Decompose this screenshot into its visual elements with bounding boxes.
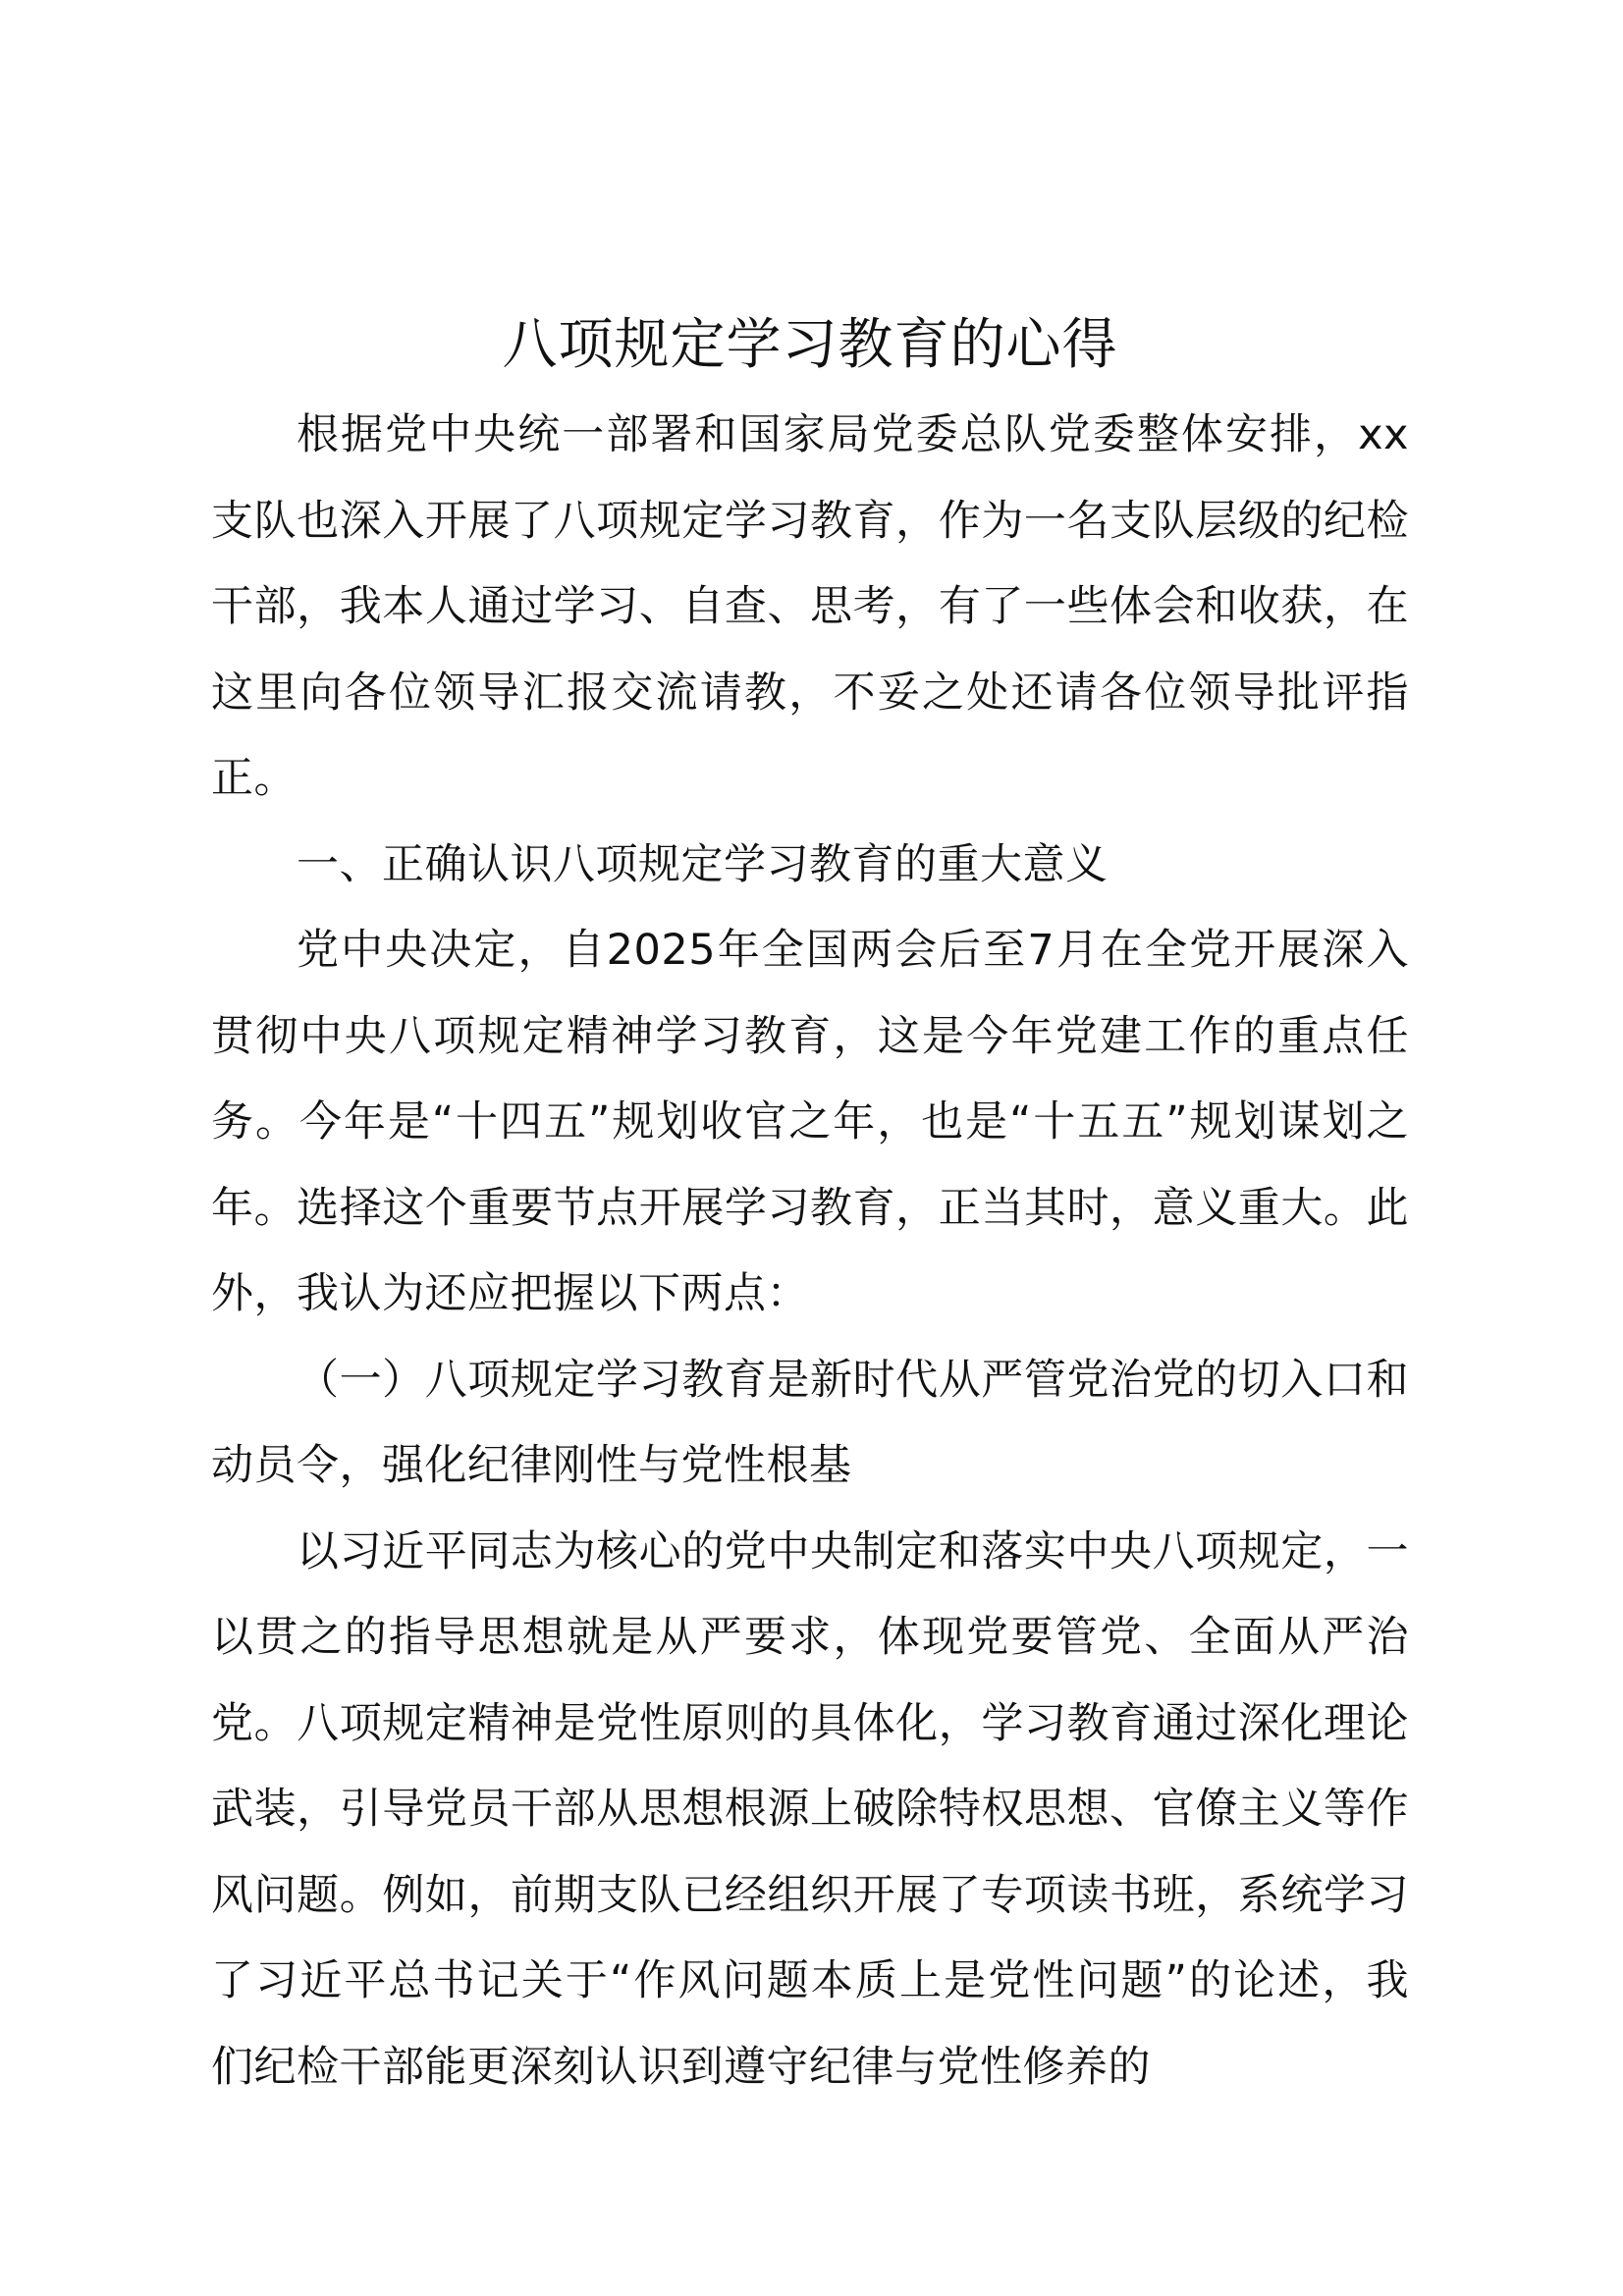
body-paragraph: 以习近平同志为核心的党中央制定和落实中央八项规定，一以贯之的指导思想就是从严要求，体现党要管党、全面从严治党。八项规定精神是党性原则的具体化，学习教育通过深化理论武装，引导党员干部从思想根源上破除特权思想、官僚主义等作风问题。例如，前期支队已经组织开展了专项读书班，系统学习了习近平总书记关于“作风问题本质上是党性问题”的论述，我们纪检干部能更深刻认识到遵守纪律与党性修养的 bbox=[211, 1526, 1409, 2092]
body-paragraph: 党中央决定，自2025年全国两会后至7月在全党开展深入贯彻中央八项规定精神学习教育，这是今年党建工作的重点任务。今年是“十四五”规划收官之年，也是“十五五”规划谋划之年。选择这个重要节点开展学习教育，正当其时，意义重大。此外，我认为还应把握以下两点： bbox=[211, 926, 1409, 1318]
document-body bbox=[211, 298, 1409, 2110]
section-heading: 一、正确认识八项规定学习教育的重大意义 bbox=[297, 839, 1109, 889]
document-title: 八项规定学习教育的心得 bbox=[502, 313, 1118, 377]
intro-paragraph: 根据党中央统一部署和国家局党委总队党委整体安排，xx支队也深入开展了八项规定学习教育，作为一名支队层级的纪检干部，我本人通过学习、自查、思考，有了一些体会和收获，在这里向各位领导汇报交流请教，不妥之处还请各位领导批评指正。 bbox=[211, 410, 1409, 803]
subsection-heading: （一）八项规定学习教育是新时代从严管党治党的切入口和动员令，强化纪律刚性与党性根基 bbox=[211, 1355, 1409, 1490]
